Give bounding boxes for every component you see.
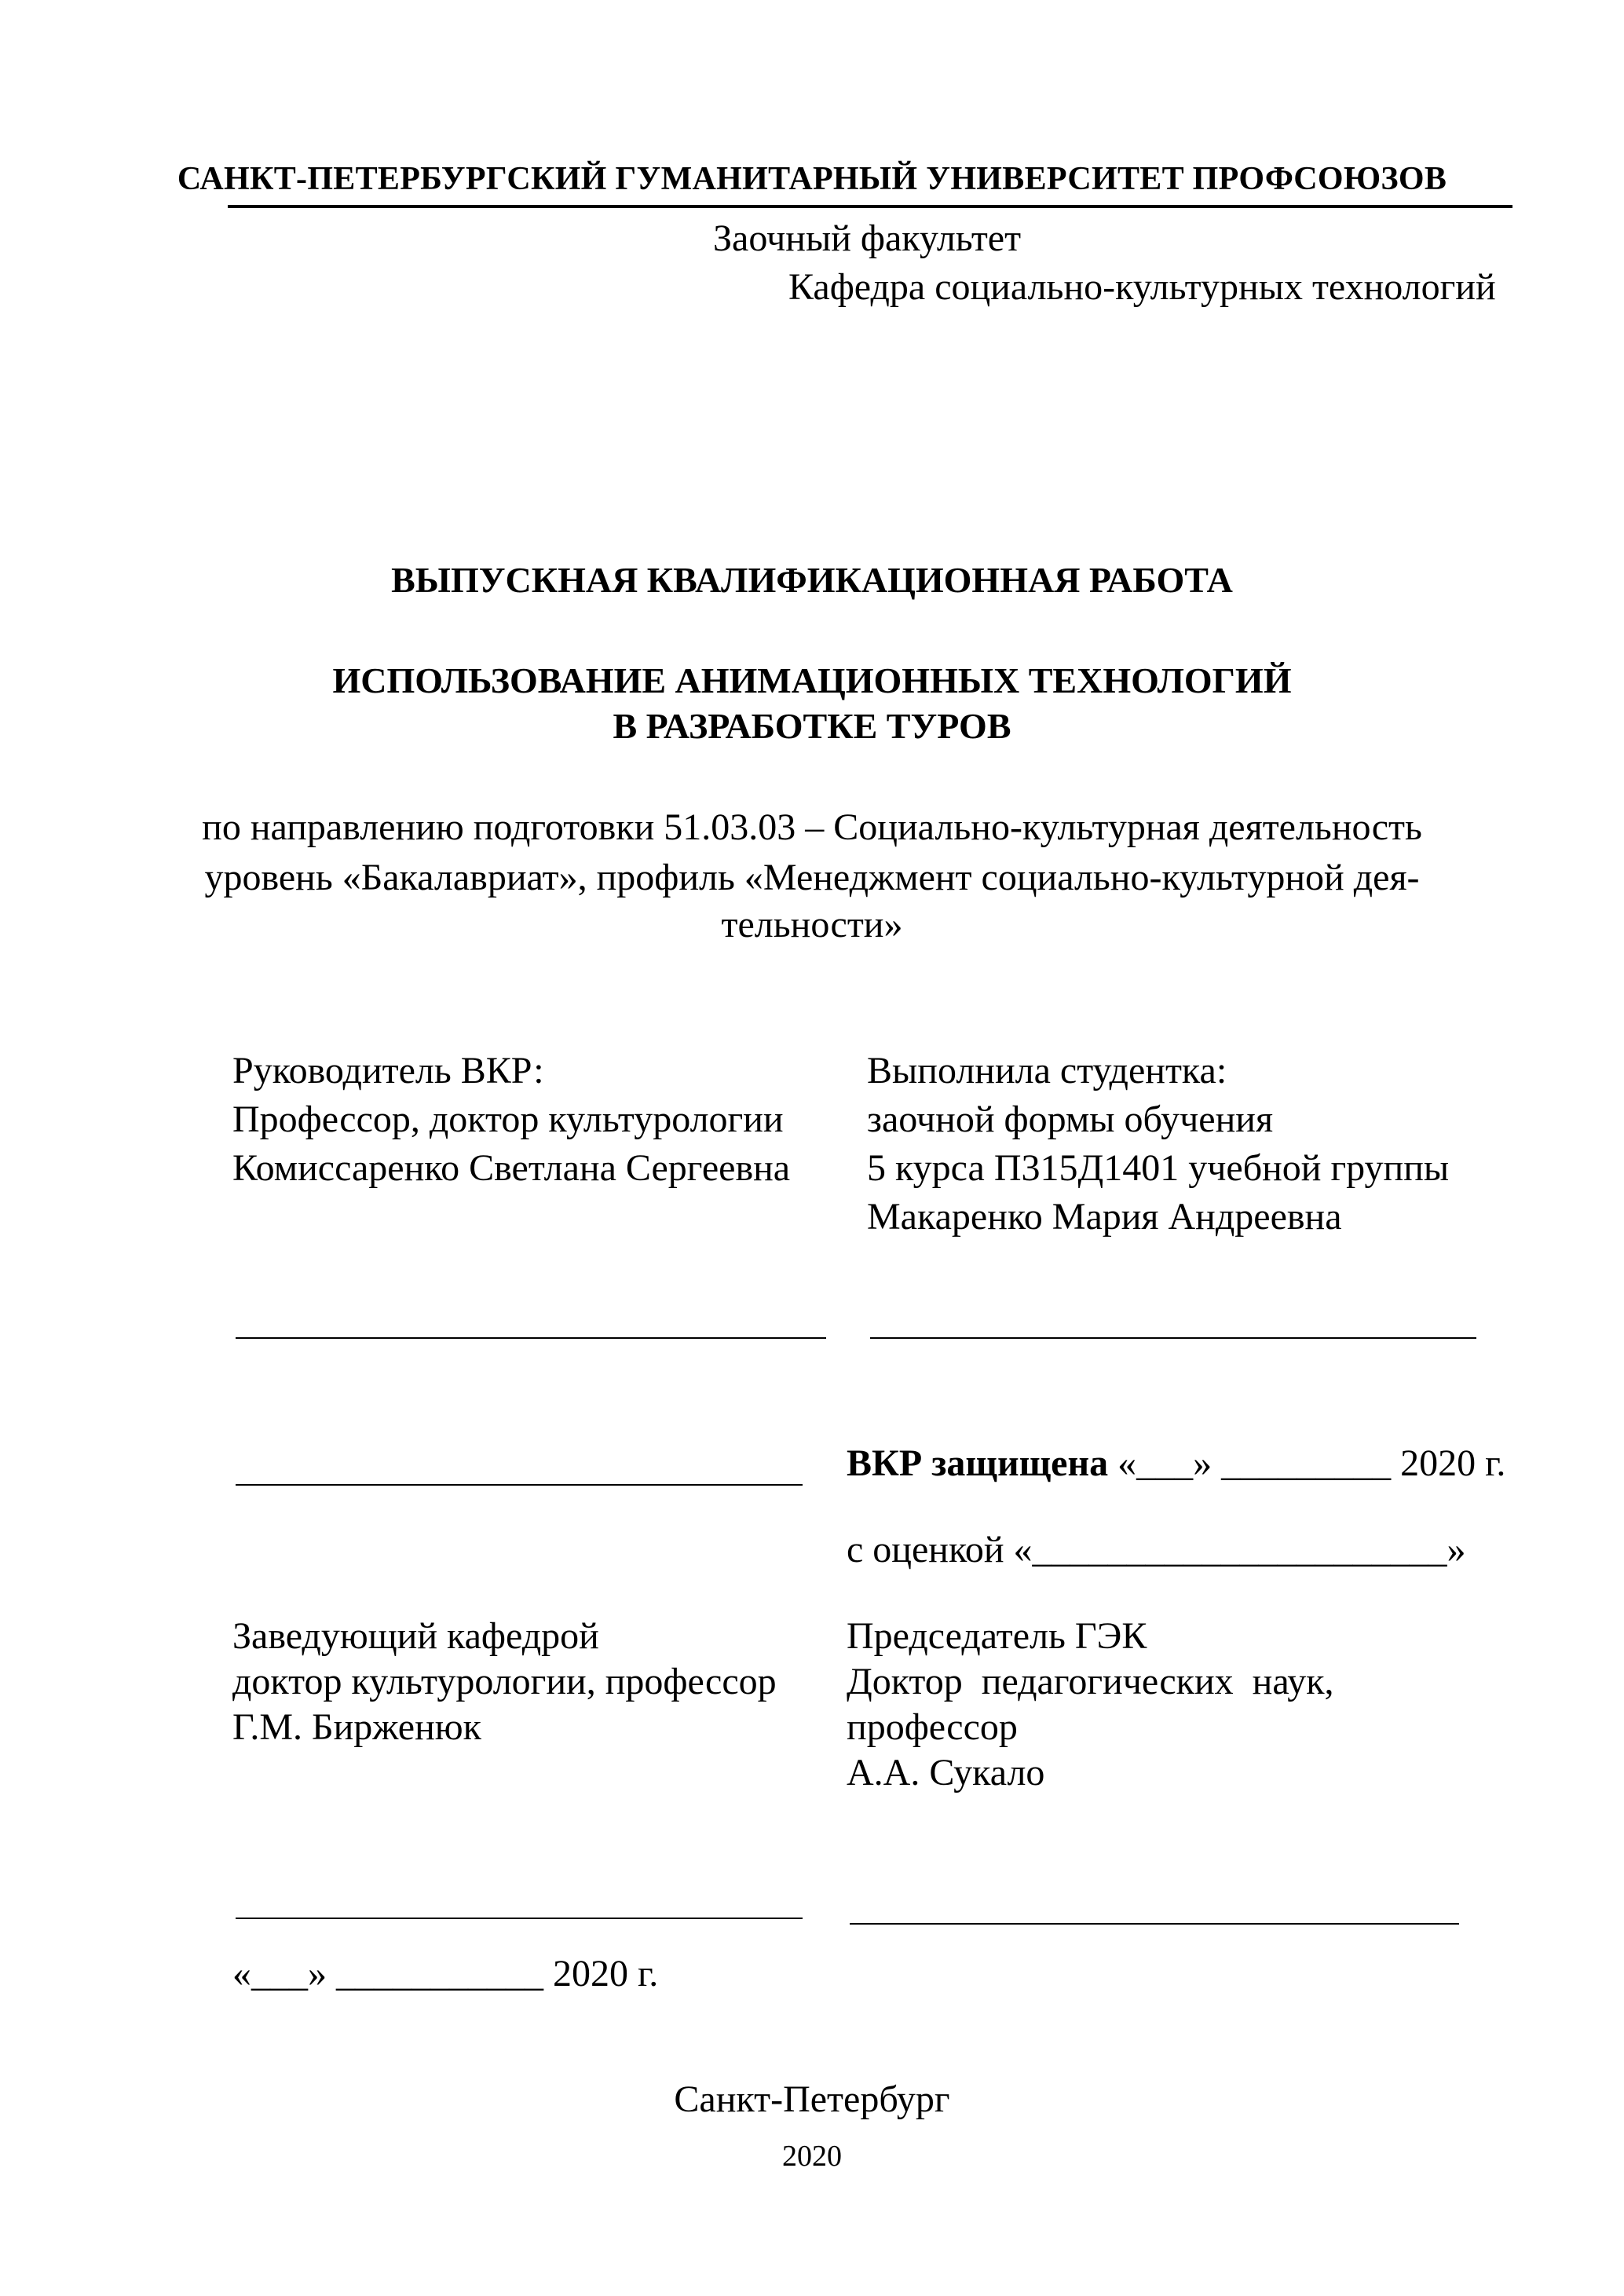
direction-line1: по направлению подготовки 51.03.03 – Социально-культурная деятельность bbox=[202, 806, 1422, 848]
thesis-title-line1: ИСПОЛЬЗОВАНИЕ АНИМАЦИОННЫХ ТЕХНОЛОГИЙ bbox=[332, 660, 1292, 700]
faculty-name: Заочный факультет bbox=[713, 218, 1022, 259]
student-course-group: 5 курса П315Д1401 учебной группы bbox=[867, 1147, 1450, 1189]
supervisor-position: Профессор, доктор культурологии bbox=[232, 1099, 784, 1140]
defense-date-text: «___» _________ 2020 г. bbox=[1108, 1442, 1506, 1484]
head-of-department-label: Заведующий кафедрой bbox=[232, 1615, 599, 1657]
student-label: Выполнила студентка: bbox=[867, 1050, 1227, 1091]
head-of-department-position: доктор культурологии, профессор bbox=[232, 1661, 777, 1702]
direction-line3: тельности» bbox=[721, 904, 903, 945]
defense-date bbox=[847, 1442, 1505, 1486]
university-name: САНКТ-ПЕТЕРБУРГСКИЙ ГУМАНИТАРНЫЙ УНИВЕРСИТЕТ ПРОФСОЮЗОВ bbox=[177, 161, 1447, 197]
city: Санкт-Петербург bbox=[674, 2078, 950, 2120]
head-of-department-name: Г.М. Бирженюк bbox=[232, 1706, 481, 1748]
supervisor-name: Комиссаренко Светлана Сергеевна bbox=[232, 1147, 791, 1189]
student-name: Макаренко Мария Андреевна bbox=[867, 1196, 1342, 1238]
supervisor-signature-line bbox=[236, 1337, 826, 1339]
supervisor-label: Руководитель ВКР: bbox=[232, 1050, 544, 1091]
commission-chair-name: А.А. Сукало bbox=[847, 1752, 1045, 1793]
commission-chair-position-line1: Доктор педагогических наук, bbox=[847, 1661, 1334, 1702]
header-rule bbox=[228, 205, 1512, 208]
student-study-form: заочной формы обучения bbox=[867, 1099, 1274, 1140]
approval-date: «___» ___________ 2020 г. bbox=[232, 1953, 659, 1994]
year: 2020 bbox=[782, 2140, 842, 2173]
work-type-heading: ВЫПУСКНАЯ КВАЛИФИКАЦИОННАЯ РАБОТА bbox=[391, 560, 1233, 600]
commission-chair-position-line2: профессор bbox=[847, 1706, 1018, 1748]
direction-line2: уровень «Бакалавриат», профиль «Менеджмент социально-культурной дея- bbox=[204, 857, 1420, 898]
chair-signature-line bbox=[850, 1923, 1459, 1925]
defense-grade: с оценкой «______________________» bbox=[847, 1529, 1466, 1570]
thesis-title-line2: В РАЗРАБОТКЕ ТУРОВ bbox=[613, 706, 1011, 746]
student-signature-line bbox=[870, 1337, 1476, 1339]
commission-chair-label: Председатель ГЭК bbox=[847, 1615, 1147, 1657]
defense-label: ВКР защищена bbox=[847, 1442, 1109, 1484]
department-name: Кафедра социально-культурных технологий bbox=[788, 266, 1496, 308]
head-signature-line bbox=[236, 1918, 803, 1919]
blank-signature-line bbox=[236, 1484, 803, 1486]
